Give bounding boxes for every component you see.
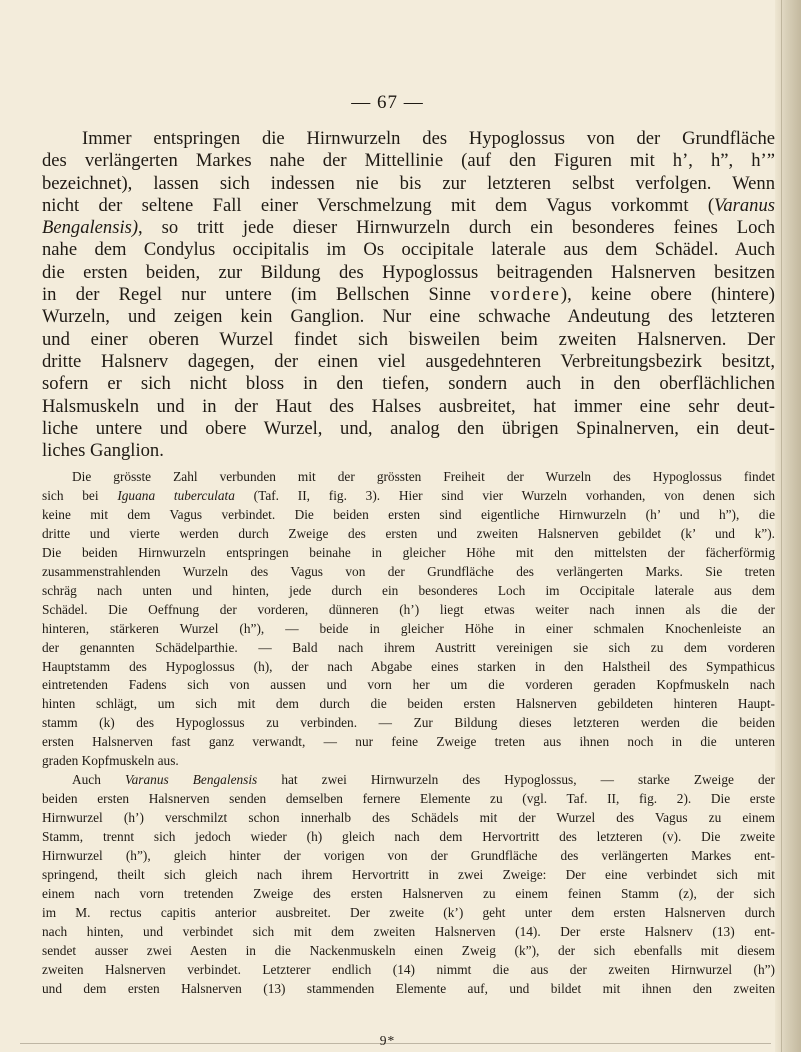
- text-line: Halsmuskeln und in der Haut des Halses ausbreitet, hat immer eine sehr deut-: [42, 395, 775, 417]
- text-line: einem nach vorn tretenden Zweige des ersten Halsnerven zu einem feinen Stamm (z), der sich: [42, 885, 775, 901]
- text-line: zweiten Halsnerven verbindet. Letzterer endlich (14) nimmt die aus der zweiten Hirnwurzel (h”): [42, 961, 775, 977]
- text-line: Hirnwurzel (h”), gleich hinter der vorigen von der Grundfläche des verlängerten Markes ent-: [42, 848, 775, 864]
- text-line: beiden ersten Halsnerven senden demselben fernere Elemente zu (vgl. Taf. II, fig. 2). Die erste: [42, 791, 775, 807]
- text-line: die ersten beiden, zur Bildung des Hypoglossus beitragenden Halsnerven besitzen: [42, 261, 775, 283]
- text-line: der genannten Schädelparthie. — Bald nach ihrem Austritt vereinigen sie sich zu dem vorderen: [42, 639, 775, 655]
- page-edge-shadow: [775, 0, 801, 1052]
- footnote-block: [42, 468, 775, 999]
- main-paragraph: [42, 128, 775, 462]
- text-line: springend, theilt sich gleich nach ihrem Hervortritt in zwei Zweige: Der eine verbindet sich mit: [42, 867, 775, 883]
- text-line: stamm (k) des Hypoglossus zu verbinden. — Zur Bildung dieses letzteren werden die beiden: [42, 715, 775, 731]
- text-line: im M. rectus capitis anterior ausbreitet. Der zweite (k’) geht unter dem ersten Halsnerven durch: [42, 904, 775, 920]
- text-line: nahe dem Condylus occipitalis im Os occipitale laterale aus dem Schädel. Auch: [42, 239, 775, 261]
- text-line: sofern er sich nicht bloss in den tiefen, sondern auch in den oberflächlichen: [42, 373, 775, 395]
- text-line: zusammenstrahlenden Wurzeln des Vagus von der Grundfläche des verlängerten Marks. Sie treten: [42, 563, 775, 579]
- text-line: ersten Halsnerven fast ganz verwandt, — nur feine Zweige treten aus ihnen noch in die unteren: [42, 734, 775, 750]
- text-line: eintretenden Fadens sich von aussen und vorn her um die vorderen geraden Kopfmuskeln nach: [42, 677, 775, 693]
- text-line: und einer oberen Wurzel findet sich bisweilen beim zweiten Halsnerven. Der: [42, 328, 775, 350]
- text-line: liche untere und obere Wurzel, und, analog den übrigen Spinalnerven, ein deut-: [42, 417, 775, 439]
- text-line: bezeichnet), lassen sich indessen nie bis zur letzteren selbst verfolgen. Wenn: [42, 172, 775, 194]
- text-line: in der Regel nur untere (im Bellschen Sinne vordere), keine obere (hintere): [42, 284, 775, 306]
- text-line: Immer entspringen die Hirnwurzeln des Hypoglossus von der Grundfläche: [82, 128, 775, 149]
- text-line: dritte und vierte werden durch Zweige des ersten und zweiten Halsnerven gebildet (k’ und k”).: [42, 525, 775, 541]
- text-line: und dem ersten Halsnerven (13) stammenden Elemente auf, und bildet mit ihnen den zweiten: [42, 980, 775, 996]
- text-line: Wurzeln, und zeigen kein Ganglion. Nur eine schwache Andeutung des letzteren: [42, 306, 775, 328]
- text-line: hinten schlägt, um sich mit dem durch die beiden ersten Halsnerven gebildeten hinteren Haupt-: [42, 696, 775, 712]
- text-line: Hauptstamm des Hypoglossus (h), der nach Abgabe eines starken in den Halstheil des Sympathicus: [42, 658, 775, 674]
- text-line: nach hinten, und verbindet sich mit dem zweiten Halsnerven (14). Der erste Halsnerv (13) ent-: [42, 923, 775, 939]
- text-line: des verlängerten Markes nahe der Mittellinie (auf den Figuren mit h’, h”, h’”: [42, 150, 775, 172]
- text-line: Schädel. Die Oeffnung der vorderen, dünneren (h’) liegt etwas weiter nach innen als die der: [42, 601, 775, 617]
- text-line: keine mit dem Vagus verbindet. Die beiden ersten sind eigentliche Hirnwurzeln (h’ und h”), die: [42, 506, 775, 522]
- text-line: nicht der seltene Fall einer Verschmelzung mit dem Vagus vorkommt (Varanus: [42, 194, 775, 216]
- text-line: dritte Halsnerv dagegen, der einen viel ausgedehnteren Verbreitungsbezirk besitzt,: [42, 350, 775, 372]
- text-line: Bengalensis), so tritt jede dieser Hirnwurzeln durch ein besonderes feines Loch: [42, 217, 775, 239]
- page-number: — 67 —: [351, 92, 424, 113]
- text-line: Stamm, trennt sich jedoch wieder (h) gleich nach dem Hervortritt des letzteren (v). Die zweite: [42, 829, 775, 845]
- text-line: Hirnwurzel (h’) verschmilzt schon innerhalb des Schädels mit der Wurzel des Vagus zu einem: [42, 810, 775, 826]
- text-line: liches Ganglion.: [42, 440, 164, 462]
- text-line: hinteren, stärkeren Wurzel (h”), — beide in gleicher Höhe in einer schmalen Knochenleiste an: [42, 620, 775, 636]
- text-line: Die grösste Zahl verbunden mit der grössten Freiheit der Wurzeln des Hypoglossus findet: [72, 469, 775, 484]
- text-line: Auch Varanus Bengalensis hat zwei Hirnwurzeln des Hypoglossus, — starke Zweige der: [72, 772, 776, 788]
- text-line: sendet ausser zwei Aesten in die Nackenmuskeln einen Zweig (k”), der sich ebenfalls mit diesem: [42, 942, 775, 958]
- text-line: Die beiden Hirnwurzeln entspringen beinahe in gleicher Höhe mit den mittelsten der fächerförmig: [42, 544, 775, 560]
- signature-mark: 9*: [379, 1033, 396, 1048]
- text-line: sich bei Iguana tuberculata (Taf. II, fig. 3). Hier sind vier Wurzeln vorhanden, von denen sich: [42, 487, 776, 503]
- text-line: schräg nach unten und hinten, jede durch ein besonderes Loch im Occipitale laterale aus dem: [42, 582, 775, 598]
- text-line: graden Kopfmuskeln aus.: [42, 753, 179, 769]
